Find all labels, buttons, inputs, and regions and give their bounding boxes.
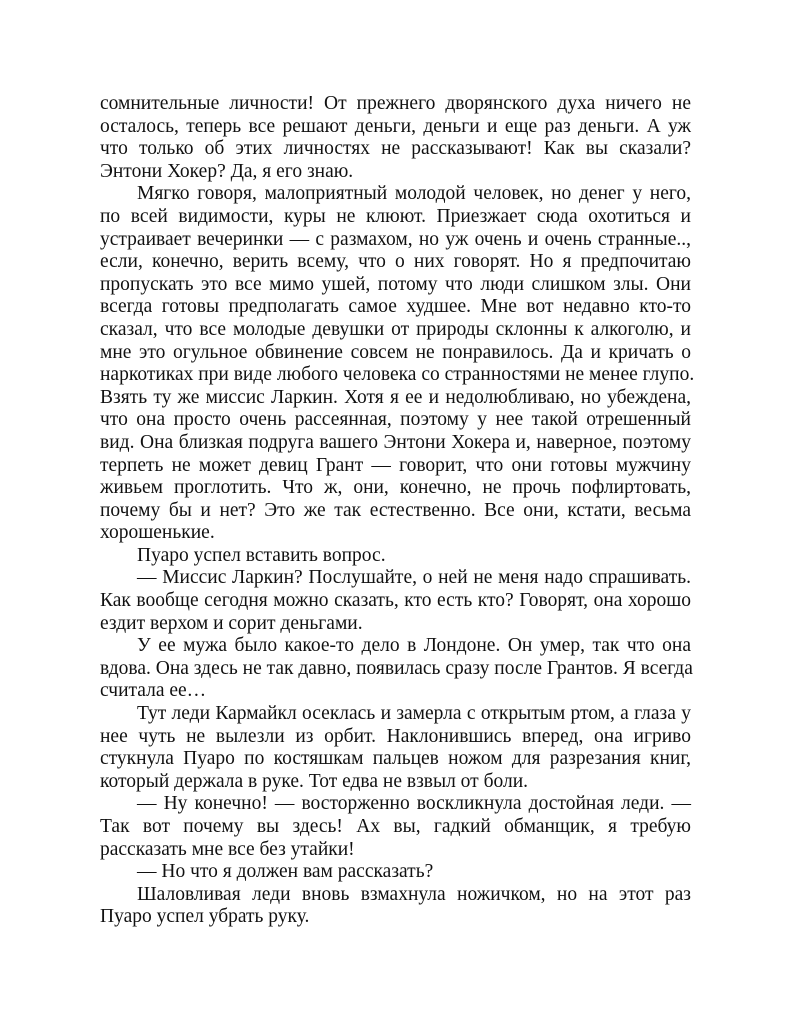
text-line: Как вообще сегодня можно сказать, кто есть кто? Говорят, она хорошо [100,590,691,612]
text-line: — Миссис Ларкин? Послушайте, о ней не меня надо спрашивать. [137,567,691,589]
text-line: наркотиках при виде любого человека со странностями не менее глупо. [100,364,695,386]
text-line: нее чуть не вылезли из орбит. Наклонившись вперед, она игриво [100,725,691,747]
text-line: считала ее… [100,680,207,702]
text-line: — Но что я должен вам рассказать? [137,861,434,883]
text-line: живьем проглотить. Что ж, они, конечно, не прочь пофлиртовать, [100,477,691,499]
text-line: Мягко говоря, малоприятный молодой человек, но денег у него, [137,183,691,205]
text-line: ездит верхом и сорит деньгами. [100,612,363,634]
text-line: почему бы и нет? Это же так естественно. Все они, кстати, весьма [100,499,691,521]
paragraph [100,703,691,793]
text-line: — Ну конечно! — восторженно воскликнула достойная леди. — [137,793,691,815]
text-line: всегда готовы предполагать самое худшее. Мне вот недавно кто-то [100,296,691,318]
text-line: сказал, что все молодые девушки от природы склонны к алкоголю, и [100,318,691,340]
text-line: сомнительные личности! От прежнего дворянского духа ничего не [100,93,691,114]
text-line: Так вот почему вы здесь! Ах вы, гадкий обманщик, я требую [100,816,691,837]
text-line: хорошенькие. [100,522,215,544]
text-line: вдова. Она здесь не так давно, появилась сразу после Грантов. Я всегда [100,657,693,679]
text-line: рассказать мне все без утайки! [100,838,355,860]
text-line: осталось, теперь все решают деньги, деньги и еще раз деньги. А уж [100,115,691,137]
text-line: если, конечно, верить всему, что о них говорят. Но я предпочитаю [100,251,691,273]
text-line: что она просто очень рассеянная, поэтому у нее такой отрешенный [100,409,691,431]
text-line: стукнула Пуаро по костяшкам пальцев ножом для разрезания книг, [100,748,691,770]
paragraph [100,884,691,929]
text-line: что только об этих личностях не рассказывают! Как вы сказали? [100,138,691,160]
paragraph [100,567,691,635]
text-line: который держала в руке. Тот едва не взвыл от боли. [100,770,529,792]
paragraph [100,861,691,884]
paragraph [100,793,691,861]
text-line: У ее мужа было какое-то дело в Лондоне. Он умер, так что она [137,635,691,657]
text-line: Взять ту же миссис Ларкин. Хотя я ее и недолюбливаю, но убеждена, [100,386,691,408]
text-line: по всей видимости, куры не клюют. Приезжает сюда охотиться и [100,205,691,227]
paragraph [100,183,695,545]
text-line: вид. Она близкая подруга вашего Энтони Хокера и, наверное, поэтому [100,431,691,453]
text-line: Энтони Хокер? Да, я его знаю. [100,160,354,182]
paragraph [100,93,691,183]
text-line: устраивает вечеринки — с размахом, но уж очень и очень странные.., [100,228,691,250]
text-line: терпеть не может девиц Грант — говорит, что они готовы мужчину [100,454,691,476]
paragraph [100,545,691,568]
book-page [100,93,695,929]
text-line: Шаловливая леди вновь взмахнула ножичком, но на этот раз [137,883,691,905]
paragraph [100,635,691,703]
text-line: Тут леди Кармайкл осеклась и замерла с открытым ртом, а глаза у [137,703,691,725]
text-line: Пуаро успел убрать руку. [100,906,310,928]
text-line: пропускать это все мимо ушей, потому что люди слишком злы. Они [100,273,691,295]
text-line: Пуаро успел вставить вопрос. [137,544,386,566]
text-line: мне это огульное обвинение совсем не понравилось. Да и кричать о [100,341,691,363]
